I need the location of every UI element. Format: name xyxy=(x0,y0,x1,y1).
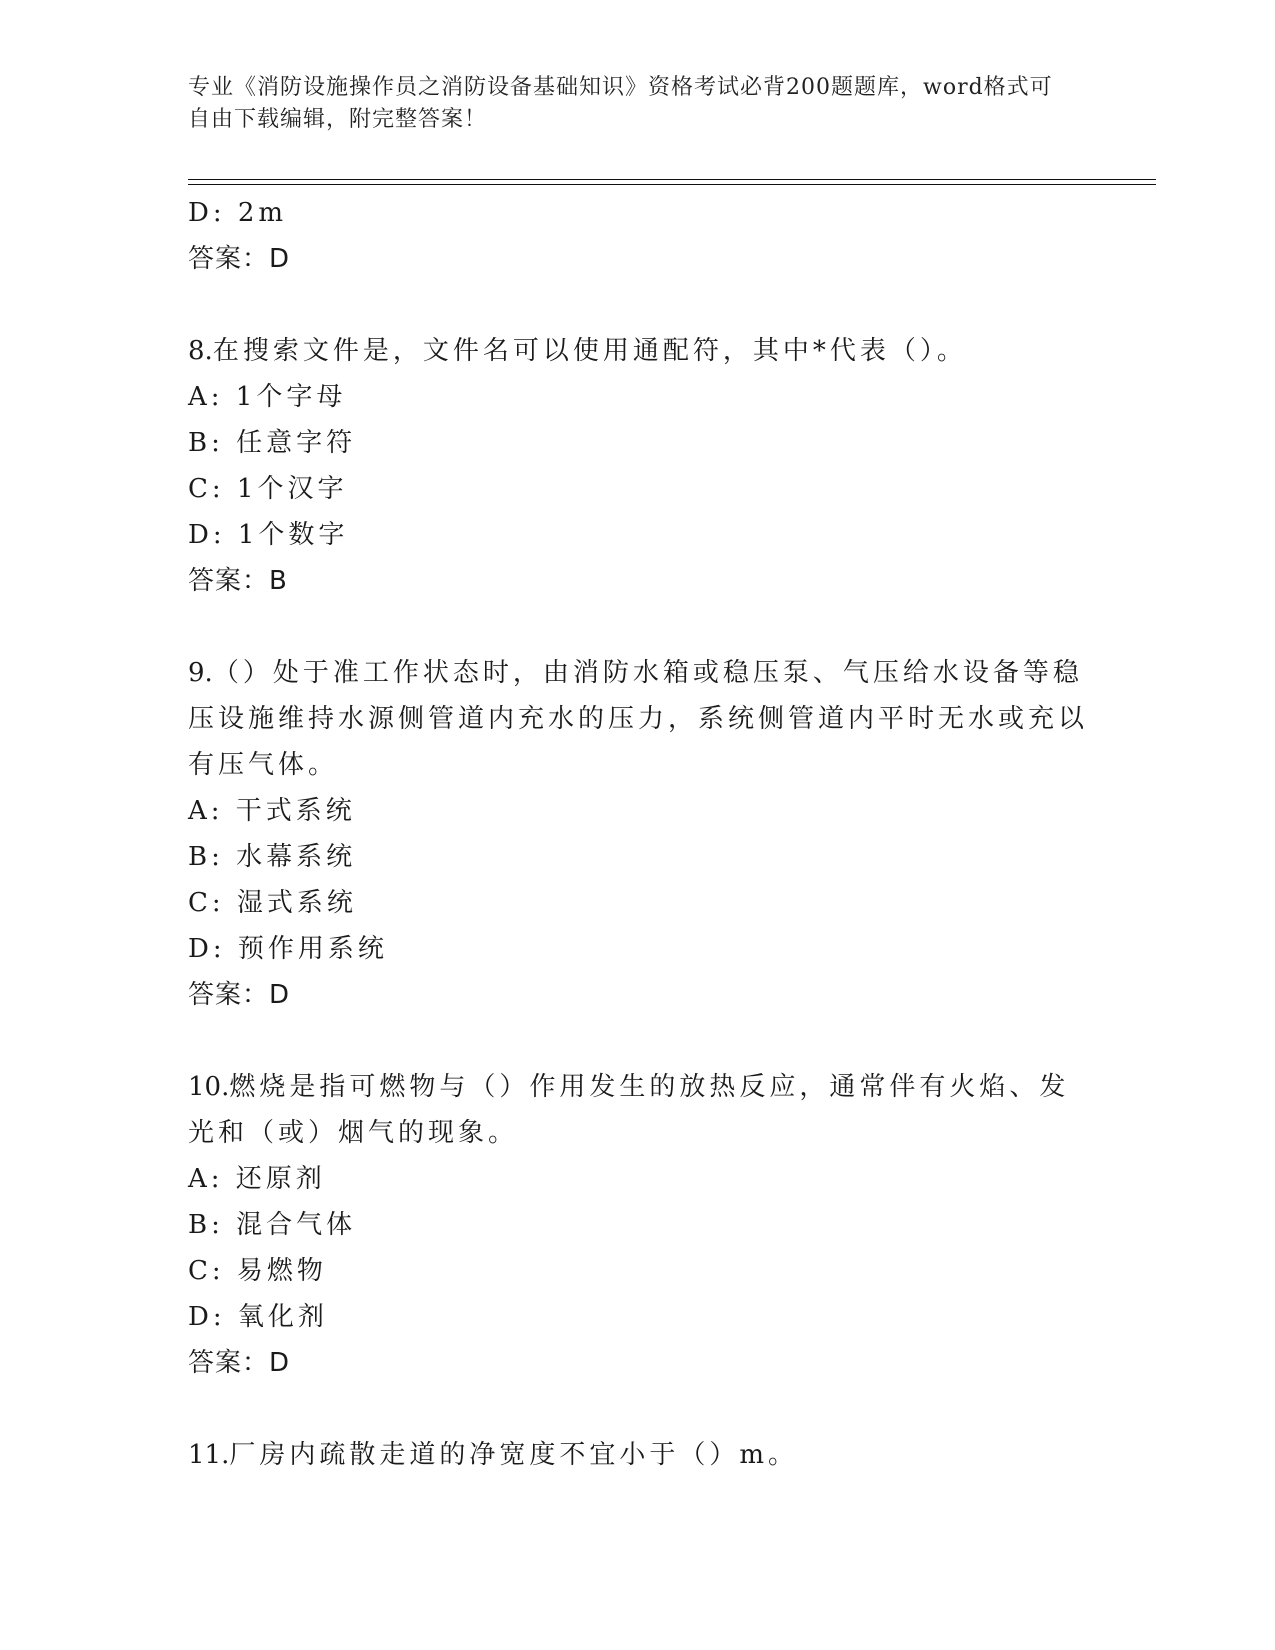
option-a: A: 干式系统 xyxy=(188,796,356,826)
question-9 xyxy=(188,650,1088,1018)
option-d-carryover: D: 2m xyxy=(188,198,288,228)
option-d: D: 氧化剂 xyxy=(188,1302,328,1332)
question-text: 燃烧是指可燃物与（）作用发生的放热反应，通常伴有火焰、发光和（或）烟气的现象。 xyxy=(188,1072,1070,1148)
answer-carryover: 答案：D xyxy=(188,244,291,274)
option-d: D: 1个数字 xyxy=(188,520,349,550)
question-10 xyxy=(188,1064,1088,1386)
question-stem xyxy=(188,650,1088,788)
question-text: （）处于准工作状态时，由消防水箱或稳压泵、气压给水设备等稳压设施维持水源侧管道内充水的压力，系统侧管道内平时无水或充以有压气体。 xyxy=(188,658,1089,780)
question-number: 11. xyxy=(188,1440,230,1470)
option-b: B: 水幕系统 xyxy=(188,842,357,872)
option-a: A: 1个字母 xyxy=(188,382,347,412)
question-number: 9. xyxy=(188,658,213,688)
question-11 xyxy=(188,1432,1088,1478)
answer: 答案：B xyxy=(188,566,288,596)
option-a: A: 还原剂 xyxy=(188,1164,326,1194)
answer: 答案：D xyxy=(188,1348,291,1378)
option-c: C: 1个汉字 xyxy=(188,474,348,504)
question-stem xyxy=(188,1432,1088,1478)
header-divider-top xyxy=(188,179,1156,180)
option-b: B: 任意字符 xyxy=(188,428,357,458)
option-d: D: 预作用系统 xyxy=(188,934,388,964)
option-c: C: 易燃物 xyxy=(188,1256,327,1286)
header-divider-bottom xyxy=(188,184,1156,185)
option-b: B: 混合气体 xyxy=(188,1210,357,1240)
question-text: 在搜索文件是，文件名可以使用通配符，其中*代表（）。 xyxy=(212,336,967,366)
answer: 答案：D xyxy=(188,980,291,1010)
question-8 xyxy=(188,328,1088,604)
question-number: 10. xyxy=(188,1072,230,1102)
question-stem xyxy=(188,1064,1088,1156)
document-body xyxy=(188,190,1088,1478)
question-text: 厂房内疏散走道的净宽度不宜小于（）m。 xyxy=(229,1440,799,1470)
question-stem xyxy=(188,328,1088,374)
option-c: C: 湿式系统 xyxy=(188,888,357,918)
question-number: 8. xyxy=(188,336,213,366)
page-header: 专业《消防设施操作员之消防设备基础知识》资格考试必背200题题库，word格式可自由下载编辑，附完整答案！ xyxy=(188,75,1053,132)
